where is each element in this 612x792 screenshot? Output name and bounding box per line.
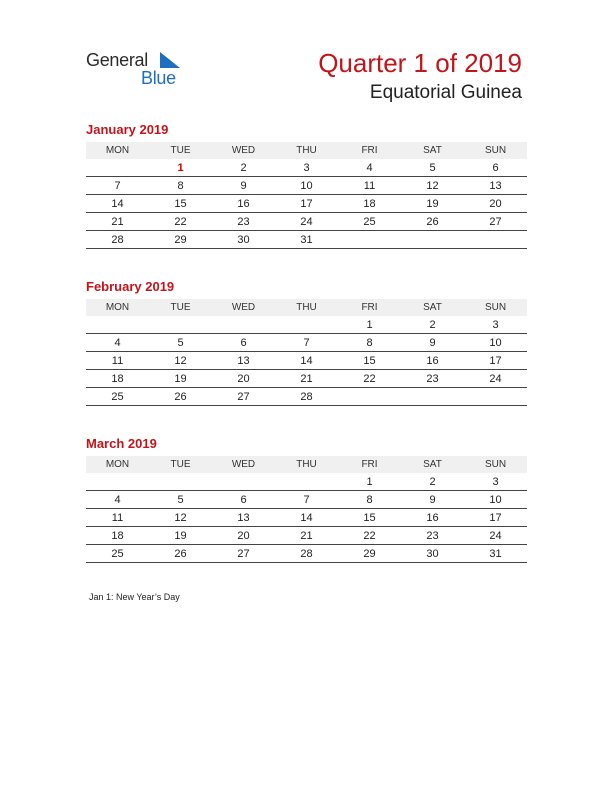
weekday-header: THU (275, 299, 338, 316)
day-cell: 3 (464, 316, 527, 334)
week-row (86, 473, 527, 491)
week-row (86, 388, 527, 406)
day-cell: 28 (275, 388, 338, 406)
country-subtitle: Equatorial Guinea (369, 82, 522, 103)
weekday-header: MON (86, 142, 149, 159)
day-cell: 11 (86, 352, 149, 370)
day-cell: 24 (464, 527, 527, 545)
day-cell: 14 (86, 195, 149, 213)
day-cell: 22 (149, 213, 212, 231)
day-cell: 28 (86, 231, 149, 249)
day-cell: 12 (401, 177, 464, 195)
empty-day-cell (464, 231, 527, 249)
day-cell: 6 (212, 491, 275, 509)
day-cell: 1 (338, 316, 401, 334)
empty-day-cell (338, 388, 401, 406)
day-cell: 1 (338, 473, 401, 491)
weekday-header: TUE (149, 142, 212, 159)
day-cell: 23 (212, 213, 275, 231)
month-title: March 2019 (86, 436, 157, 451)
day-cell: 23 (401, 527, 464, 545)
day-cell: 13 (212, 509, 275, 527)
empty-day-cell (86, 316, 149, 334)
day-cell: 4 (338, 159, 401, 177)
day-cell: 13 (212, 352, 275, 370)
empty-day-cell (464, 388, 527, 406)
day-cell: 31 (464, 545, 527, 563)
day-cell: 12 (149, 509, 212, 527)
empty-day-cell (86, 159, 149, 177)
day-cell: 5 (401, 159, 464, 177)
day-cell: 19 (149, 370, 212, 388)
empty-day-cell (212, 473, 275, 491)
weekday-header: THU (275, 142, 338, 159)
day-cell: 21 (275, 370, 338, 388)
day-cell: 8 (338, 334, 401, 352)
day-cell: 11 (86, 509, 149, 527)
day-cell: 25 (86, 388, 149, 406)
month-block-february (86, 278, 527, 406)
empty-day-cell (149, 473, 212, 491)
weekday-header: SUN (464, 299, 527, 316)
day-cell: 7 (275, 334, 338, 352)
day-cell: 4 (86, 491, 149, 509)
day-cell: 26 (401, 213, 464, 231)
day-cell: 31 (275, 231, 338, 249)
day-cell: 9 (401, 491, 464, 509)
week-row (86, 213, 527, 231)
day-cell: 2 (401, 473, 464, 491)
day-cell: 15 (149, 195, 212, 213)
week-row (86, 334, 527, 352)
day-cell: 9 (401, 334, 464, 352)
week-row (86, 159, 527, 177)
day-cell: 30 (401, 545, 464, 563)
empty-day-cell (212, 316, 275, 334)
weekday-header: SUN (464, 456, 527, 473)
day-cell: 2 (401, 316, 464, 334)
day-cell: 25 (86, 545, 149, 563)
day-cell: 24 (275, 213, 338, 231)
weekday-header: MON (86, 299, 149, 316)
month-title: February 2019 (86, 279, 175, 294)
week-row (86, 195, 527, 213)
day-cell: 1 (149, 159, 212, 177)
day-cell: 4 (86, 334, 149, 352)
day-cell: 14 (275, 509, 338, 527)
day-cell: 25 (338, 213, 401, 231)
weekday-header: TUE (149, 299, 212, 316)
weekday-header-row (86, 299, 527, 316)
day-cell: 18 (86, 527, 149, 545)
weekday-header: TUE (149, 456, 212, 473)
logo-triangle-icon (160, 52, 180, 68)
empty-day-cell (86, 473, 149, 491)
day-cell: 6 (464, 159, 527, 177)
weekday-header: WED (212, 299, 275, 316)
day-cell: 16 (212, 195, 275, 213)
day-cell: 22 (338, 527, 401, 545)
day-cell: 5 (149, 491, 212, 509)
day-cell: 26 (149, 545, 212, 563)
weekday-header: WED (212, 456, 275, 473)
week-row (86, 316, 527, 334)
weekday-header: THU (275, 456, 338, 473)
week-row (86, 527, 527, 545)
weekday-header: FRI (338, 142, 401, 159)
day-cell: 17 (275, 195, 338, 213)
day-cell: 3 (275, 159, 338, 177)
calendar-table (86, 456, 527, 563)
day-cell: 26 (149, 388, 212, 406)
weekday-header: MON (86, 456, 149, 473)
day-cell: 17 (464, 352, 527, 370)
day-cell: 27 (212, 388, 275, 406)
day-cell: 22 (338, 370, 401, 388)
day-cell: 8 (149, 177, 212, 195)
week-row (86, 545, 527, 563)
day-cell: 2 (212, 159, 275, 177)
day-cell: 10 (275, 177, 338, 195)
empty-day-cell (275, 316, 338, 334)
day-cell: 19 (149, 527, 212, 545)
month-block-march (86, 435, 527, 563)
empty-day-cell (401, 231, 464, 249)
day-cell: 10 (464, 334, 527, 352)
logo-word-general: General (86, 50, 148, 70)
day-cell: 20 (212, 527, 275, 545)
day-cell: 11 (338, 177, 401, 195)
weekday-header: SUN (464, 142, 527, 159)
day-cell: 27 (212, 545, 275, 563)
day-cell: 20 (464, 195, 527, 213)
day-cell: 16 (401, 352, 464, 370)
calendar-table (86, 299, 527, 406)
day-cell: 3 (464, 473, 527, 491)
day-cell: 7 (86, 177, 149, 195)
day-cell: 12 (149, 352, 212, 370)
generalblue-logo (86, 50, 196, 90)
week-row (86, 231, 527, 249)
empty-day-cell (275, 473, 338, 491)
weekday-header: SAT (401, 142, 464, 159)
day-cell: 20 (212, 370, 275, 388)
day-cell: 21 (275, 527, 338, 545)
day-cell: 21 (86, 213, 149, 231)
day-cell: 6 (212, 334, 275, 352)
day-cell: 18 (338, 195, 401, 213)
day-cell: 5 (149, 334, 212, 352)
week-row (86, 352, 527, 370)
weekday-header-row (86, 142, 527, 159)
day-cell: 9 (212, 177, 275, 195)
empty-day-cell (149, 316, 212, 334)
day-cell: 15 (338, 509, 401, 527)
empty-day-cell (401, 388, 464, 406)
month-block-january (86, 121, 527, 249)
calendar-table (86, 142, 527, 249)
holiday-footnote: Jan 1: New Year’s Day (89, 592, 180, 602)
week-row (86, 509, 527, 527)
weekday-header-row (86, 456, 527, 473)
day-cell: 15 (338, 352, 401, 370)
weekday-header: FRI (338, 456, 401, 473)
week-row (86, 491, 527, 509)
day-cell: 18 (86, 370, 149, 388)
day-cell: 13 (464, 177, 527, 195)
week-row (86, 177, 527, 195)
day-cell: 24 (464, 370, 527, 388)
day-cell: 19 (401, 195, 464, 213)
day-cell: 17 (464, 509, 527, 527)
day-cell: 29 (338, 545, 401, 563)
weekday-header: SAT (401, 299, 464, 316)
weekday-header: WED (212, 142, 275, 159)
day-cell: 27 (464, 213, 527, 231)
week-row (86, 370, 527, 388)
weekday-header: FRI (338, 299, 401, 316)
weekday-header: SAT (401, 456, 464, 473)
month-title: January 2019 (86, 122, 169, 137)
day-cell: 10 (464, 491, 527, 509)
day-cell: 30 (212, 231, 275, 249)
empty-day-cell (338, 231, 401, 249)
logo-word-blue: Blue (141, 68, 176, 88)
day-cell: 28 (275, 545, 338, 563)
page-title: Quarter 1 of 2019 (318, 48, 522, 78)
day-cell: 16 (401, 509, 464, 527)
day-cell: 29 (149, 231, 212, 249)
day-cell: 14 (275, 352, 338, 370)
day-cell: 23 (401, 370, 464, 388)
day-cell: 7 (275, 491, 338, 509)
day-cell: 8 (338, 491, 401, 509)
